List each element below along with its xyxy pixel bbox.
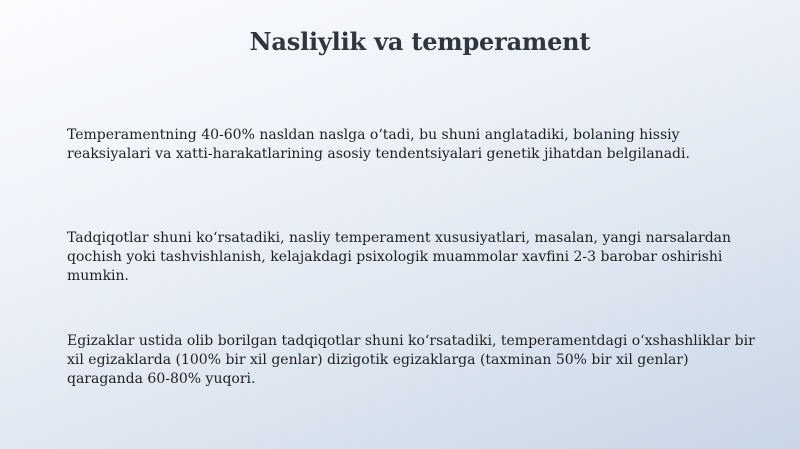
paragraph-twin-studies: Egizaklar ustida olib borilgan tadqiqotlar shuni ko‘rsatadiki, temperamentdagi o‘xshashliklar bir xil egizaklarda (100% bir xil genlar) dizigotik egizaklarga (taxminan 50% bir xil genlar) qaraganda 60-80% yuqori. (67, 333, 755, 387)
paragraph-heritability: Temperamentning 40-60% nasldan naslga o‘tadi, bu shuni anglatadiki, bolaning hissiy reaksiyalari va xatti-harakatlarining asosiy tendentsiyalari genetik jihatdan belgilanadi. (67, 127, 690, 162)
paragraph-research-risk: Tadqiqotlar shuni ko‘rsatadiki, nasliy temperament xususiyatlari, masalan, yangi narsalardan qochish yoki tashvishlanish, kelajakdagi psixologik muammolar xavfini 2-3 barobar oshirishi mumkin. (67, 230, 732, 284)
slide-title: Nasliylik va temperament (249, 27, 591, 56)
